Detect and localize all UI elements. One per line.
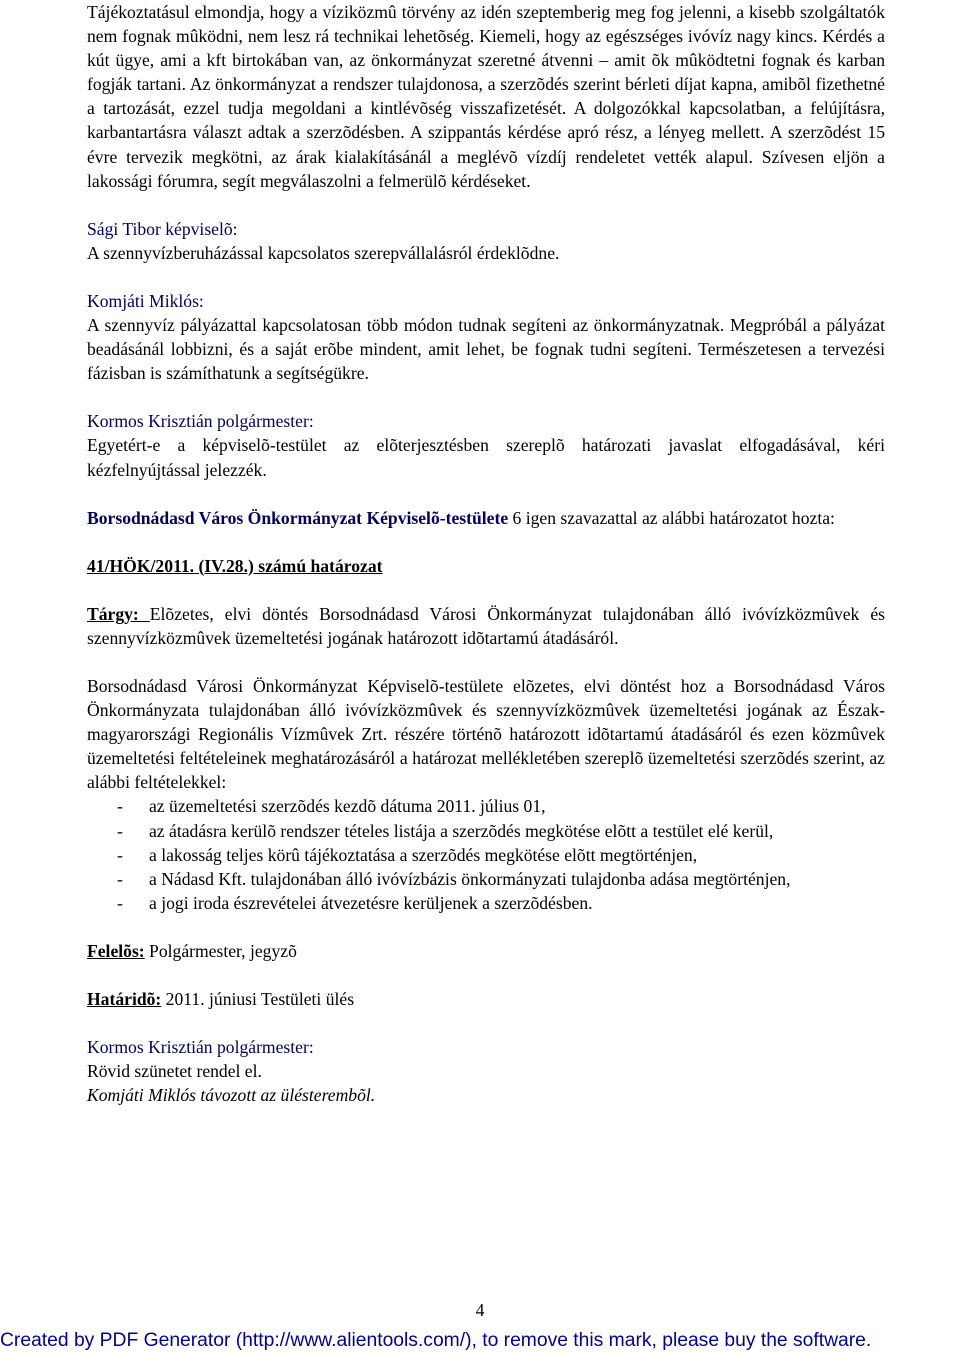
pdf-generator-watermark: Created by PDF Generator (http://www.alientools.com/), to remove this mark, please buy the software. [0,1330,872,1351]
paragraph-intro: Tájékoztatásul elmondja, hogy a víziközmû törvény az idén szeptemberig meg fog jelenni, a kisebb szolgáltatók nem fognak mûködni, nem lesz rá technikai lehetõség. Kiemeli, hogy az egészséges ivóvíz nagy kincs. Kérdés a kút ügye, ami a kft birtokában van, az önkormányzat szeretné átvenni – amit õk mûködtetni fognak és karban fogják tartani. Az önkormányzat a rendszer tulajdonosa, a szerzõdés szerint bérleti díjat kapna, amibõl fizethetné a tartozását, ezzel tudja megoldani a kintlévõség visszafizetését. A dolgozókkal kapcsolatban, a felújításra, karbantartásra választ adtak a szerzõdésben. A szippantás kérdése apró rész, a lényeg mellett. A szerzõdést 15 évre tervezik megkötni, az árak kialakításánál a meglévõ vízdíj rendeletet vették alapul. Szívesen eljön a lakossági fórumra, segít megválaszolni a felmerülõ kérdéseket. [87,2,885,191]
resolution-subject [87,602,885,650]
statement-kormos-krisztian-2: Rövid szünetet rendel el. [87,1061,262,1082]
deadline-line [87,987,885,1011]
conditions-list [87,794,885,914]
page-number: 4 [475,1300,485,1320]
vote-result [87,506,885,530]
resolution-body: Borsodnádasd Városi Önkormányzat Képviselõ-testülete elõzetes, elvi döntést hoz a Borsodnádasd Város Önkormányzata tulajdonában álló ivóvízközmûvek és szennyvízközmûvek üzemeltetési jogának az Észak-magyarországi Regionális Vízmûvek Zrt. részére történõ határozott idõtartamú átadásáról és ezen közmûvek üzemeltetési feltételeinek meghatározásáról a határozat mellékletében szereplõ üzemeltetési szerzõdés szerint, az alábbi feltételekkel: [87,675,885,793]
document-page [87,0,885,1107]
resolution-title: 41/HÖK/2011. (IV.28.) számú határozat [87,555,383,576]
list-dash: - [117,796,123,817]
responsible-text: Polgármester, jegyzõ [144,940,297,961]
speaker-komjati-miklos: Komjáti Miklós: [87,290,204,311]
departure-note: Komjáti Miklós távozott az ülésterembõl. [87,1085,376,1106]
subject-text: Elõzetes, elvi döntés Borsodnádasd Városi Önkormányzat tulajdonában álló ivóvízközmûvek és szennyvízközmûvek üzemeltetési jogának határozott idõtartamú átadásáról. [87,603,886,648]
statement-kormos-krisztian-1: Egyetért-e a képviselõ-testület az elõterjesztésben szereplõ határozati javaslat elfogadásával, kéri kézfelnyújtással jelezzék. [87,435,885,480]
list-dash: - [117,868,123,889]
vote-body: Borsodnádasd Város Önkormányzat Képviselõ-testülete [87,507,509,528]
responsible-label: Felelõs: [87,940,145,961]
list-item: - a Nádasd Kft. tulajdonában álló ivóvízbázis önkormányzati tulajdonba adása megtörténjen, [87,867,885,891]
list-item: - az átadásra kerülõ rendszer tételes listája a szerzõdés megkötése elõtt a testület elé kerül, [87,819,885,843]
list-item: - az üzemeltetési szerzõdés kezdõ dátuma 2011. július 01, [87,794,885,818]
speaker-sagi-tibor: Sági Tibor képviselõ: [87,218,238,239]
list-dash: - [117,820,123,841]
statement-komjati-miklos: A szennyvíz pályázattal kapcsolatosan több módon tudnak segíteni az önkormányzatnak. Megpróbál a pályázat beadásánál lobbizni, és a saját erõbe mindent, amit lehet, be fognak tudni segíteni. Természetesen a tervezési fázisban is számíthatunk a segítségükre. [87,315,885,384]
statement-sagi-tibor: A szennyvízberuházással kapcsolatos szerepvállalásról érdeklõdne. [87,242,560,263]
deadline-label: Határidõ: [87,989,162,1009]
list-dash: - [117,844,123,865]
subject-label: Tárgy: [87,603,150,624]
vote-rest: 6 igen szavazattal az alábbi határozatot hozta: [508,507,835,528]
list-item: - a jogi iroda észrevételei átvezetésre kerüljenek a szerzõdésben. [87,891,885,915]
list-dash: - [117,892,123,913]
responsible-line [87,939,885,963]
speaker-kormos-krisztian-1: Kormos Krisztián polgármester: [87,411,314,432]
deadline-text: 2011. júniusi Testületi ülés [161,989,355,1009]
list-item: - a lakosság teljes körû tájékoztatása a szerzõdés megkötése elõtt megtörténjen, [87,843,885,867]
speaker-kormos-krisztian-2: Kormos Krisztián polgármester: [87,1037,314,1058]
